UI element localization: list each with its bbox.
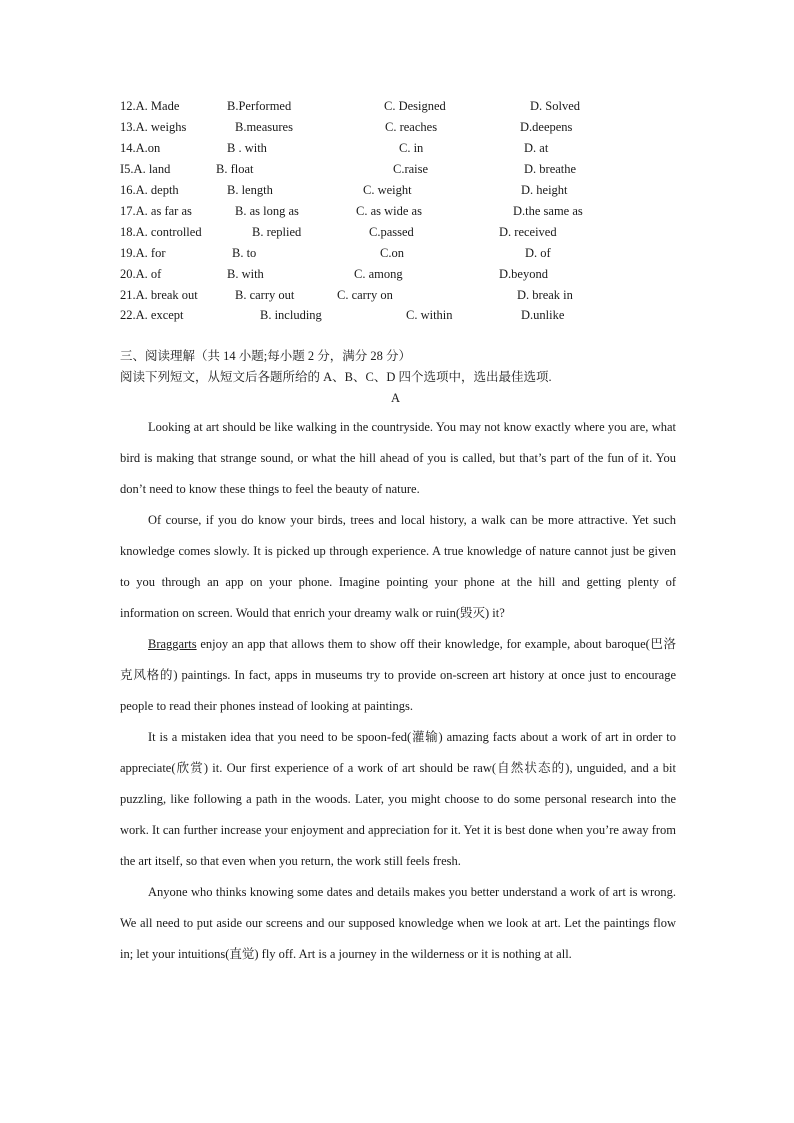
option-a (120, 118, 186, 136)
question-number: 13. (120, 120, 136, 134)
option-c: C.passed (369, 225, 414, 239)
option-c: C. Designed (384, 99, 446, 113)
section-title: 三、阅读理解（共 14 小题;每小题 2 分，满分 28 分） (120, 349, 411, 363)
option-c: C. carry on (337, 288, 393, 302)
question-number: 12. (120, 99, 136, 113)
option-a-text: A.on (135, 141, 161, 155)
passage-paragraph-1: Looking at art should be like walking in the countryside. You may not know exactly where you are, what bird is making that strange sound, or what the hill ahead of you is called, but that’s part of the fun of it. You don’t need to know these things to feel the beauty of nature. (120, 420, 676, 496)
option-d: D. break in (517, 288, 573, 302)
option-a (120, 244, 165, 262)
option-a (120, 181, 179, 199)
option-d: D.deepens (520, 120, 573, 134)
option-a (120, 223, 202, 241)
question-number: 18. (120, 225, 136, 239)
option-a-text: A. land (133, 162, 171, 176)
option-b: B. as long as (235, 204, 299, 218)
option-a (120, 265, 161, 283)
option-b: B. carry out (235, 288, 295, 302)
option-b: B.Performed (227, 99, 292, 113)
option-d: D.the same as (513, 204, 583, 218)
question-number: 20. (120, 267, 136, 281)
option-d: D. received (499, 225, 557, 239)
option-d: D.unlike (521, 308, 565, 322)
passage-paragraph-2: Of course, if you do know your birds, trees and local history, a walk can be more attractive. Yet such knowledge comes slowly. It is picked up through experience. A true knowledge of nature cannot just be given to you through an app on your phone. Imagine pointing your phone at the hill and getting plenty of information on screen. Would that enrich your dreamy walk or ruin(毁灭) it? (120, 513, 676, 620)
question-number: 21. (120, 288, 136, 302)
option-c: C. among (354, 267, 403, 281)
option-a-text: A. except (135, 308, 184, 322)
option-a (120, 139, 160, 157)
option-d: D. of (525, 246, 551, 260)
section-instruction: 阅读下列短文，从短文后各题所给的 A、B、C、D 四个选项中，选出最佳选项. (120, 370, 552, 384)
option-d: D. breathe (524, 162, 577, 176)
passage-paragraph-3-text: enjoy an app that allows them to show off their knowledge, for example, about baroque(巴洛克风格的) paintings. In fact, apps in museums try to provide on-screen art history at once just to encourage people to read their phones instead of looking at paintings. (120, 637, 676, 713)
option-c: C. within (406, 308, 453, 322)
option-c: C. weight (363, 183, 412, 197)
option-d: D.beyond (499, 267, 548, 281)
option-a-text: A. controlled (135, 225, 202, 239)
option-a-text: A. weighs (135, 120, 187, 134)
option-b: B . with (227, 141, 267, 155)
option-a (120, 160, 170, 178)
passage-paragraph-3 (120, 629, 676, 722)
option-c: C.on (380, 246, 404, 260)
option-b: B. replied (252, 225, 302, 239)
option-b: B. including (260, 308, 322, 322)
option-c: C. as wide as (356, 204, 422, 218)
option-b: B. to (232, 246, 257, 260)
option-d: D. at (524, 141, 549, 155)
question-number: 19. (120, 246, 136, 260)
option-d: D. Solved (530, 99, 580, 113)
option-d: D. height (521, 183, 568, 197)
passage-paragraph-5: Anyone who thinks knowing some dates and details makes you better understand a work of art is wrong. We all need to put aside our screens and our supposed knowledge when we look at art. Let the paintings flow in; let your intuitions(直觉) fly off. Art is a journey in the wilderness or it is nothing at all. (120, 885, 676, 961)
option-a-text: A. break out (135, 288, 198, 302)
option-a-text: A. Made (135, 99, 180, 113)
option-c: C.raise (393, 162, 429, 176)
option-a-text: A. depth (135, 183, 179, 197)
option-a-text: A. for (135, 246, 166, 260)
passage-paragraph-4: It is a mistaken idea that you need to be spoon-fed(灌输) amazing facts about a work of art in order to appreciate(欣赏) it. Our first experience of a work of art should be raw(自然状态的), unguided, and a bit puzzling, like following a path in the woods. Later, you might choose to do some personal research into the work. It can further increase your enjoyment and appreciation for it. Yet it is best done when you’re away from the art itself, so that even when you return, the work still feels fresh. (120, 730, 676, 868)
passage-label: A (391, 391, 401, 405)
question-number: I5. (120, 162, 134, 176)
question-number: 14. (120, 141, 136, 155)
option-b: B. with (227, 267, 264, 281)
question-number: 22. (120, 308, 136, 322)
underlined-word-braggarts: Braggarts (148, 637, 197, 651)
question-number: 17. (120, 204, 136, 218)
option-a (120, 202, 192, 220)
question-number: 16. (120, 183, 136, 197)
option-b: B. length (227, 183, 273, 197)
option-c: C. reaches (385, 120, 438, 134)
option-c: C. in (399, 141, 424, 155)
option-b: B. float (216, 162, 254, 176)
option-a (120, 97, 179, 115)
option-b: B.measures (235, 120, 293, 134)
option-a-text: A. as far as (135, 204, 192, 218)
option-a (120, 306, 184, 324)
option-a-text: A. of (135, 267, 162, 281)
reading-passage (120, 412, 676, 970)
option-a (120, 286, 198, 304)
